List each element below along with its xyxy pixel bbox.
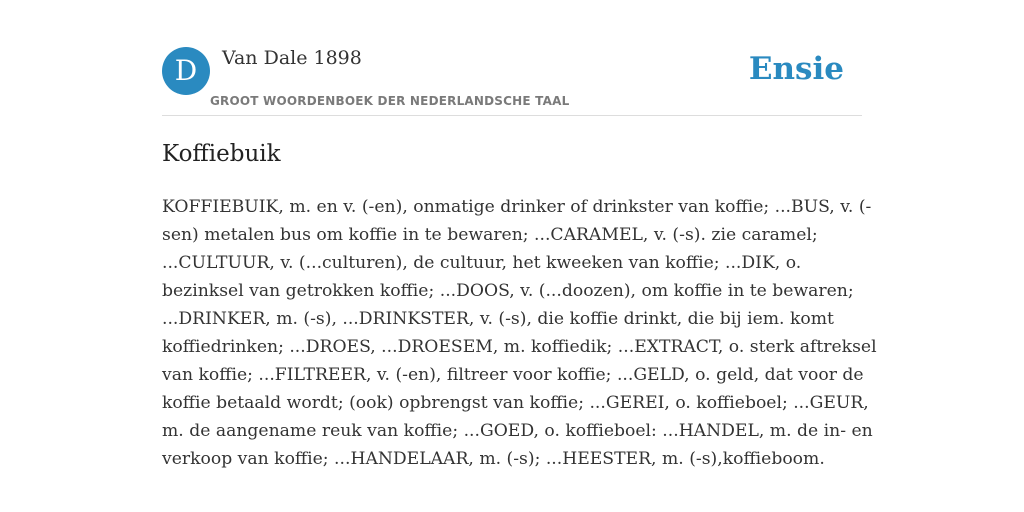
brand-logo[interactable]: Ensie <box>748 51 844 87</box>
definition-line: m. de aangename reuk van koffie; ...GOED, o. koffieboel: ...HANDEL, m. de in- en <box>162 421 873 441</box>
source-avatar[interactable]: D <box>162 47 210 95</box>
source-subtitle: GROOT WOORDENBOEK DER NEDERLANDSCHE TAAL <box>210 94 570 108</box>
source-header <box>162 0 862 116</box>
definition-line: verkoop van koffie; ...HANDELAAR, m. (-s); ...HEESTER, m. (-s),koffieboom. <box>162 449 825 469</box>
entry-card <box>162 0 877 512</box>
definition-line: ...CULTUUR, v. (...culturen), de cultuur, het kweeken van koffie; ...DIK, o. <box>162 253 802 273</box>
definition-line: van koffie; ...FILTREER, v. (-en), filtreer voor koffie; ...GELD, o. geld, dat voor de <box>162 365 864 385</box>
definition-line: koffiedrinken; ...DROES, ...DROESEM, m. koffiedik; ...EXTRACT, o. sterk aftreksel <box>162 337 877 357</box>
entry-definition <box>162 193 877 473</box>
definition-line: bezinksel van getrokken koffie; ...DOOS, v. (...doozen), om koffie in te bewaren; <box>162 281 854 301</box>
definition-line: koffie betaald wordt; (ook) opbrengst van koffie; ...GEREI, o. koffieboel; ...GEUR, <box>162 393 869 413</box>
source-title[interactable]: Van Dale 1898 <box>222 47 362 69</box>
definition-line: ...DRINKER, m. (-s), ...DRINKSTER, v. (-s), die koffie drinkt, die bij iem. komt <box>162 309 834 329</box>
definition-line: KOFFIEBUIK, m. en v. (-en), onmatige drinker of drinkster van koffie; ...BUS, v. (- <box>162 197 872 217</box>
definition-line: sen) metalen bus om koffie in te bewaren; ...CARAMEL, v. (-s). zie caramel; <box>162 225 818 245</box>
entry-title: Koffiebuik <box>162 141 281 167</box>
